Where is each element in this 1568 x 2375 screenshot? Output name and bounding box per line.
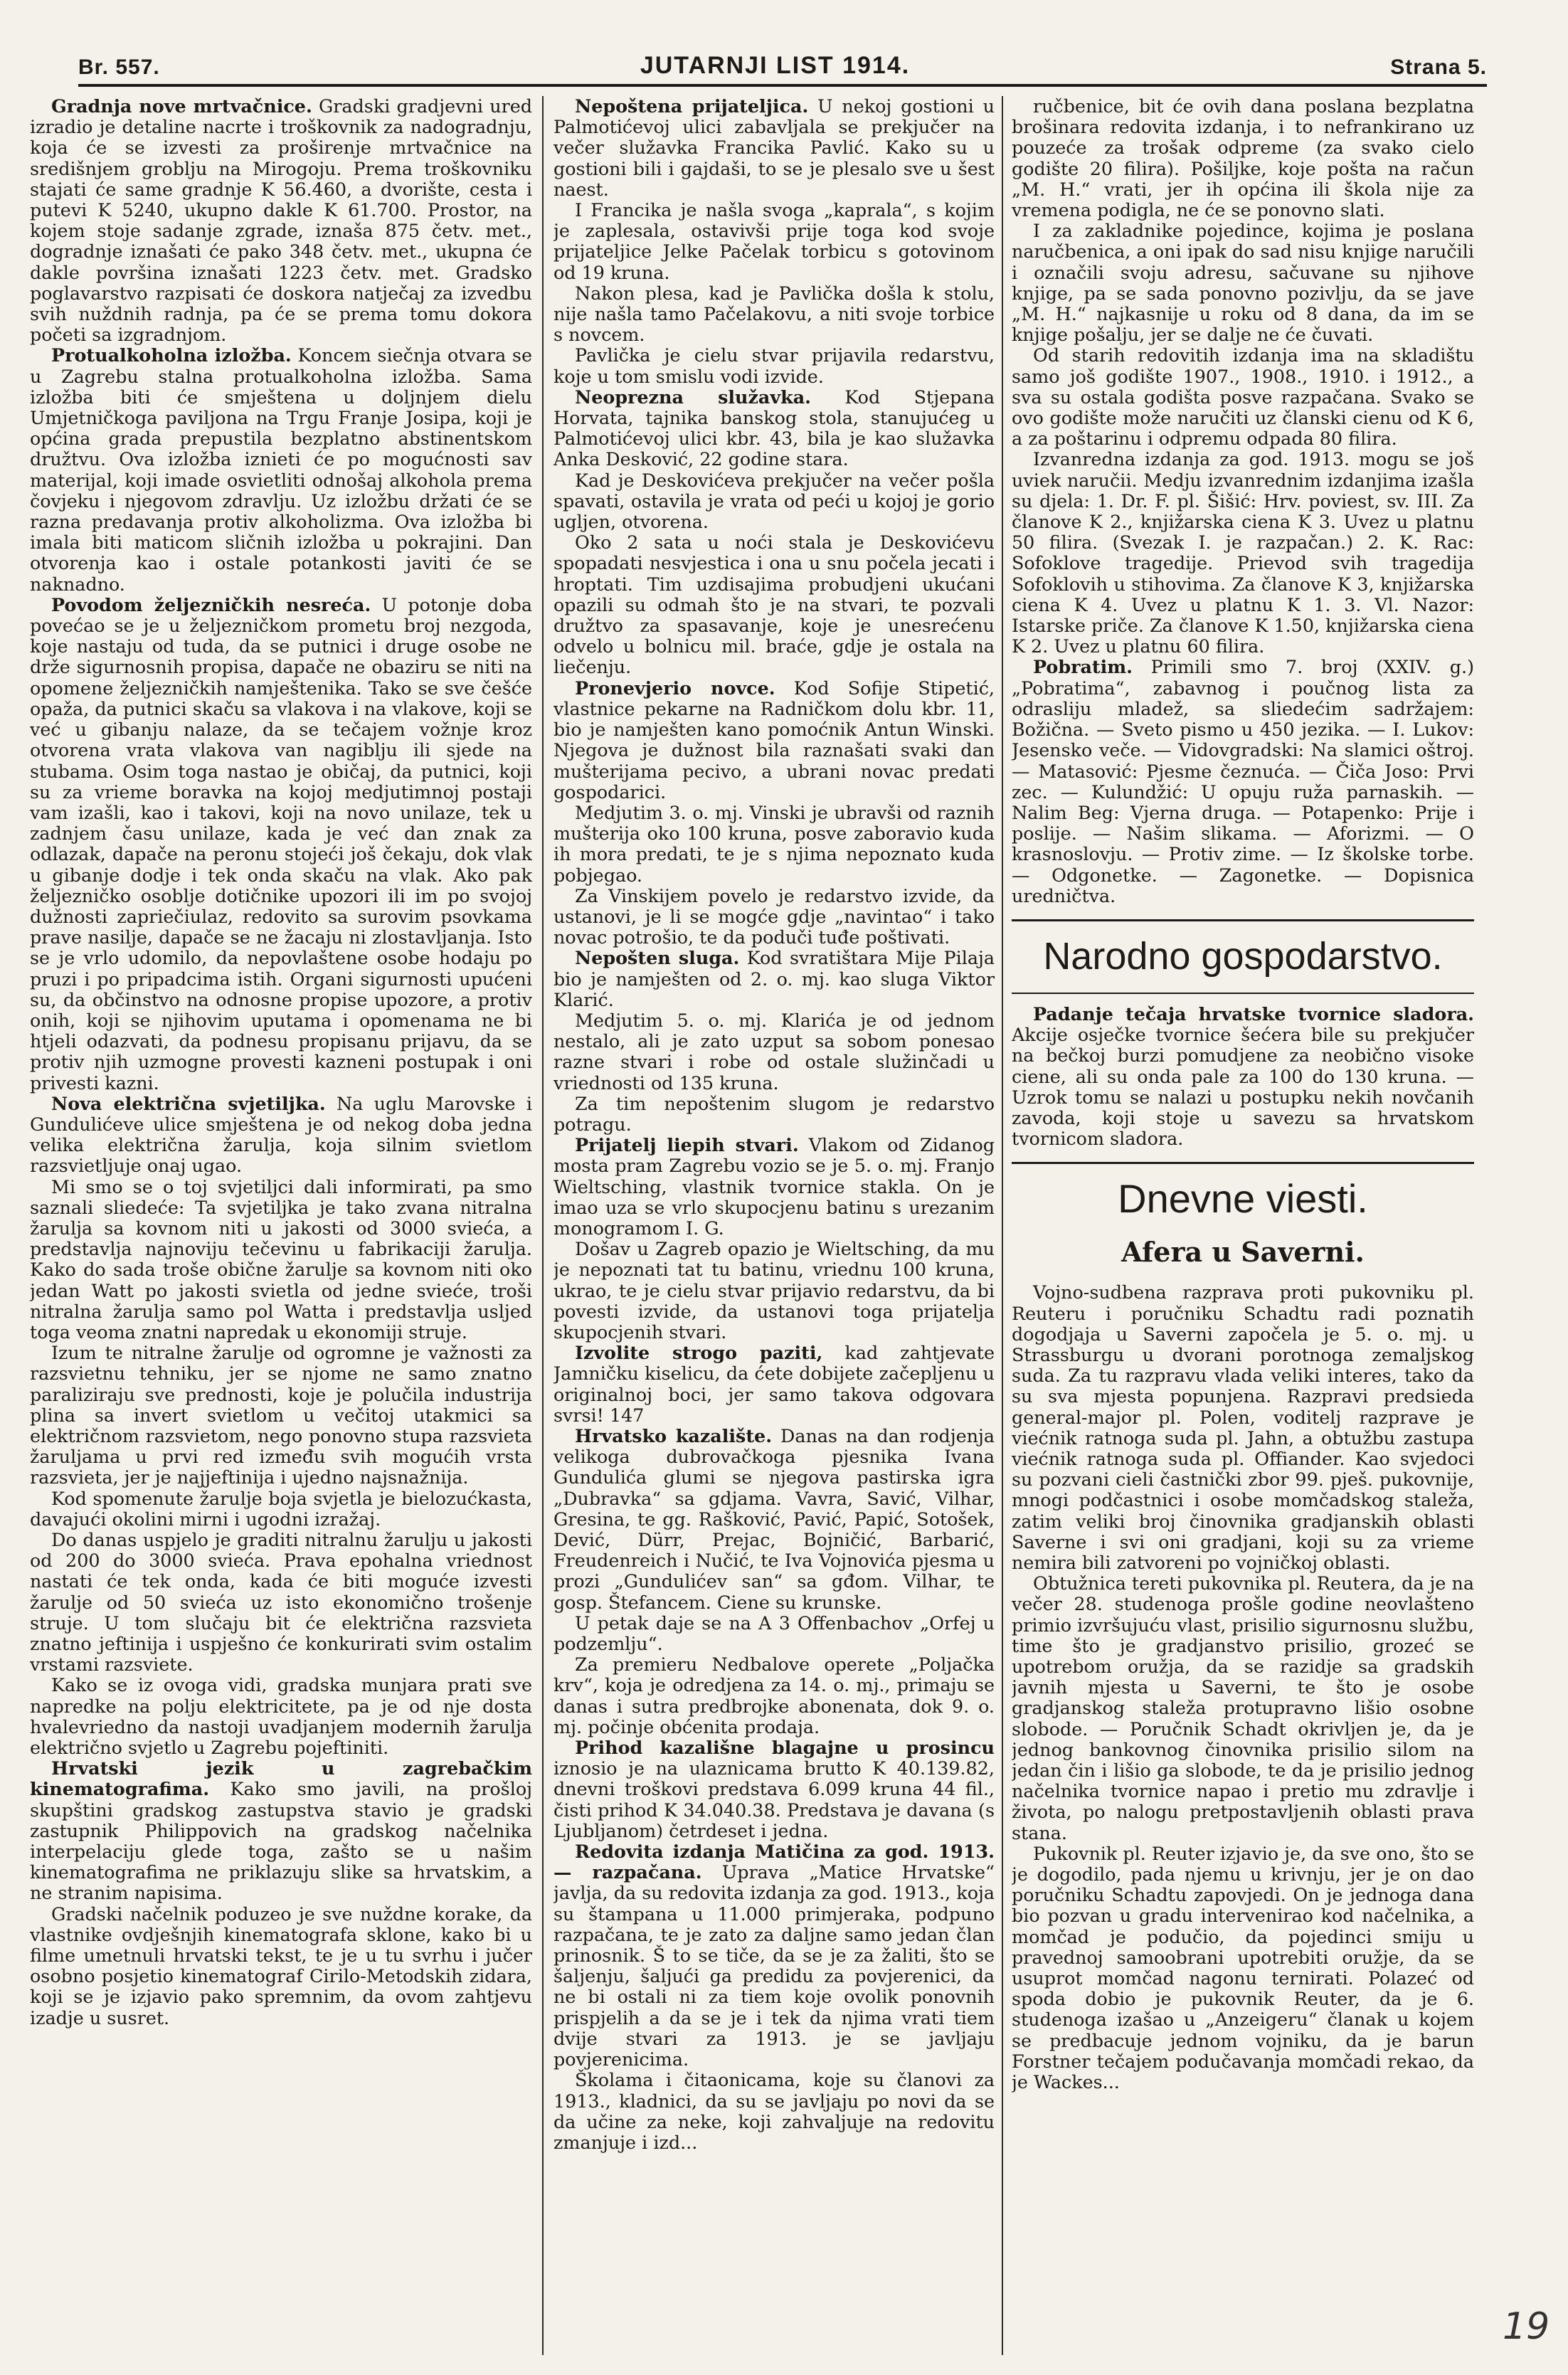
article-text: kad zahtjevate Jamničku kiselicu, da ćete dobijete začepljenu u originalnoj boci, jer samo takova odgovara svrsi! 147 bbox=[553, 1342, 995, 1426]
article-paragraph bbox=[553, 532, 995, 677]
article-paragraph bbox=[1012, 1282, 1474, 1573]
article-heading: Prijatelj liepih stvari. bbox=[575, 1134, 799, 1156]
article-paragraph bbox=[553, 1426, 995, 1613]
article-text: Od starih redovitih izdanja ima na skladištu samo još godište 1907., 1908., 1910. i 1912., a sva su ostala godišta posve razpačana. Svako se ovo godište može naručiti uz članski cienu od K 6, a za poštarinu i odpremu odpada 80 filira. bbox=[1012, 344, 1474, 450]
section-rule bbox=[1012, 993, 1474, 994]
article-text: Došav u Zagreb opazio je Wieltsching, da mu je nepoznati tat tu batinu, vriednu 100 kruna, ukrao, te je cielu stvar prijavio redarstvu, da bi povesti izvide, da ustanovi toga prijatelja skupocjenih stvari. bbox=[553, 1238, 995, 1343]
article-paragraph bbox=[553, 1010, 995, 1094]
article-text: Kako smo javili, na prošloj skupštini gradskog zastupstva stavio je gradski zastupnik Philippovich na gradskog načelnika interpelaciju glede toga, zašto se u našim kinematografima ne priklazuju slike sa hrvatskim, a ne stranim napisima. bbox=[30, 1778, 532, 1904]
article-paragraph bbox=[553, 1135, 995, 1239]
article-paragraph bbox=[1012, 345, 1474, 449]
article-paragraph bbox=[30, 595, 532, 1094]
article-paragraph bbox=[553, 2070, 995, 2153]
article-paragraph bbox=[553, 803, 995, 886]
article-text: iznosio je na ulaznicama brutto K 40.139.82, dnevni troškovi predstava 6.099 kruna 44 fil., čisti prihod K 34.040.38. Predstava je davana (s Ljubljanom) četrdeset i jedna. bbox=[553, 1757, 995, 1841]
article-text: I za zakladnike pojedince, kojima je poslana naručbenica, a oni ipak do sad nisu knjige naručili i označili svoju adresu, sačuvane su njihove knjige, pa se sada ponovno pozivlju, da se jave „M. H.“ najkasnije u roku od 8 dana, da im se knjige pošalju, jer se dalje ne će čuvati. bbox=[1012, 220, 1474, 346]
article-text: Za tim nepoštenim slugom je redarstvo potragu. bbox=[553, 1092, 995, 1135]
article-paragraph bbox=[553, 1239, 995, 1343]
article-text: Gradski načelnik poduzeo je sve nuždne korake, da vlastnike ovdješnjih kinematografa sklone, kako bi u filme umetnuli hrvatski tekst, te je u tu svrhu i jučer osobno posjetio kinematograf Cirilo-Metodskih zidara, koji se je izjavio pako spremnim, da ovom zahtjevu izadje u susret. bbox=[30, 1903, 532, 2028]
article-paragraph bbox=[553, 1094, 995, 1135]
article-text: Izvanredna izdanja za god. 1913. mogu se još uviek naručii. Medju izvanrednim izdanjima izašla su djela: 1. Dr. F. pl. Šišić: Hrv. poviest, sv. III. Za članove K 2., knjižarska ciena K 3. Uvez u platnu 50 filira. (Svezak I. je razpačan.) 2. K. Rac: Sofoklove tragedije. Prievod svih tragedija Sofoklovih u stihovima. Za članove K 3, knjižarska ciena K 4. Uvez u platnu K 1. 3. Vl. Nazor: Istarske priče. Za članove K 1.50, knjižarska ciena K 2. Uvez u platnu 60 filira. bbox=[1012, 448, 1474, 657]
article-heading: Nova električna svjetiljka. bbox=[51, 1092, 326, 1114]
article-paragraph bbox=[1012, 657, 1474, 906]
article-paragraph bbox=[30, 345, 532, 594]
article-text: U nekoj gostioni u Palmotićevoj ulici zabavljala se prekjučer na večer služavka Francika Pavlić. Kako su u gostioni bili i gajdaši, to se je plesalo sve u šest naest. bbox=[553, 96, 995, 200]
article-paragraph bbox=[30, 1758, 532, 1903]
newspaper-title: JUTARNJI LIST 1914. bbox=[640, 52, 911, 79]
article-paragraph bbox=[553, 1613, 995, 1654]
column-rule bbox=[542, 96, 544, 2355]
article-heading: Prihod kazališne blagajne u prosincu bbox=[575, 1737, 995, 1759]
column-2 bbox=[553, 96, 995, 2359]
article-heading: Nepošten sluga. bbox=[575, 947, 740, 969]
article-text: Vlakom od Zidanog mosta pram Zagrebu vozio se je 5. o. mj. Franjo Wieltsching, vlastnik tvornice stakla. On je imao uza se vrlo skupocjenu batinu s urezanim monogramom I. G. bbox=[553, 1134, 995, 1239]
article-text: Vojno-sudbena razprava proti pukovniku pl. Reuteru i poručniku Schadtu radi poznatih dogodjaja u Saverni započela je 5. o. mj. u Strassburgu u dvorani porotnoga zemaljskog suda. Za tu razpravu vlada veliki interes, tako da su sva mjesta popunjena. Razpravi predsieda general-major pl. Polen, voditelj razprave je viećnik ratnoga suda pl. Jahn, a obtužbu zastupa viećnik ratnoga suda pl. Offiander. Kao svjedoci su pozvani cieli častnički zbor 99. pješ. pukovnije, mnogi podčastnici i osobe momčadskog staleža, zatim veliki broj činovnika gradjanskih oblasti Saverne i svi oni gradjani, koji su za vrieme nemira bili zatvoreni po vojničkoj oblasti. bbox=[1012, 1281, 1474, 1573]
article-heading: Povodom željezničkih nesreća. bbox=[51, 593, 371, 615]
article-paragraph bbox=[1012, 449, 1474, 657]
subheading-afera-u-saverni: Afera u Saverni. bbox=[1121, 1236, 1365, 1269]
article-text: Pavlička je cielu stvar prijavila redarstvu, koje u tom smislu vodi izvide. bbox=[553, 344, 995, 387]
article-text: Na uglu Marovske i Gundulićeve ulice smještena je od nekog doba jedna velika električna žarulja, koja silnim svietlom razsvietljuje onaj ugao. bbox=[30, 1092, 532, 1177]
article-text: Kod Sofije Stipetić, vlastnice pekarne na Radničkom dolu kbr. 11, bio je namješten kano pomoćnik Antun Winski. Njegova je dužnost bila raznašati svaki dan mušterijama pecivo, a ubrani novac predati gospodarici. bbox=[553, 677, 995, 803]
article-heading: Hrvatski jezik u zagrebačkim kinematografima. bbox=[30, 1757, 532, 1800]
article-text: U petak daje se na A 3 Offenbachov „Orfej u podzemlju“. bbox=[553, 1612, 995, 1655]
article-text: Primili smo 7. broj (XXIV. g.) „Pobratima“, zabavnog i poučnog lista za odrasliju mladež, sa sliedećim sadržajem: Božična. — Sveto pismo u 450 jezika. — I. Lukov: Jesensko veče. — Vidovgradski: Na slamici oštroj. — Matasović: Pjesme čeznuća. — Čiča Joso: Prvi zec. — Kulundžić: U opuju ruža parnaskih. — Nalim Beg: Vjerna druga. — Potapenko: Prije i poslije. — Našim slikama. — Aforizmi. — O krasnoslovju. — Protiv zime. — Iz školske torbe. — Odgonetke. — Zagonetke. — Dopisnica uredničtva. bbox=[1012, 656, 1474, 906]
section-rule bbox=[1012, 919, 1474, 921]
column-3 bbox=[1012, 96, 1474, 2359]
article-paragraph bbox=[553, 283, 995, 346]
article-paragraph bbox=[553, 886, 995, 948]
column-1 bbox=[30, 96, 532, 2359]
article-paragraph bbox=[553, 345, 995, 386]
section-title-dnevne-viesti: Dnevne viesti. bbox=[1118, 1176, 1368, 1222]
article-text: Kod spomenute žarulje boja svjetla je bielozućkasta, davajući okolini mirni i ugodni izražaj. bbox=[30, 1487, 532, 1530]
article-text: Obtužnica tereti pukovnika pl. Reutera, da je na večer 28. studenoga prošle godine neovlašteno primio izvršujuću vlast, prisilio sigurnosnu službu, time što je gradjanstvo prisilio, grozeć se upotrebom oružja, da se razidje sa gradskih javnih mjesta u Saverni, te što je osobe gradjanskog staleža protupravno lišio osobne slobode. — Poručnik Schadt okrivljen je, da je jednog bankovnog činovnika prisilio silom na jedan čin i lišio ga slobode, te da je prisilio jednog načelnika tvornice napao i pretio mu zdravlje i života, po nalogu pretpostavljenih oblasti prava stana. bbox=[1012, 1572, 1474, 1844]
article-text: Danas na dan rodjenja velikoga dubrovačkoga pjesnika Ivana Gundulića glumi se njegova pastirska igra „Dubravka“ sa gdjama. Vavra, Savić, Vilhar, Gresina, te gg. Rašković, Pavić, Papić, Sotošek, Dević, Dürr, Prejac, Bojničić, Barbarić, Freudenreich i Nučić, te Iva Vojnovića pjesma u prozi „Gundulićev san“ sa gđom. Vilhar, te gosp. Štefancem. Ciene su krunske. bbox=[553, 1425, 995, 1613]
article-text: Za Vinskijem povelo je redarstvo izvide, da ustanovi, je li se mogće gdje „navintao“ i tako novac potrošio, te da poduči tuđe poštivati. bbox=[553, 884, 995, 948]
article-text: I Francika je našla svoga „kaprala“, s kojim je zaplesala, ostavivši prije toga kod svoje prijateljice Jelke Pačelak torbicu s gotovinom od 19 kruna. bbox=[553, 199, 995, 283]
article-paragraph bbox=[30, 96, 532, 345]
article-paragraph bbox=[30, 1904, 532, 2028]
article-text: Medjutim 5. o. mj. Klarića je od jednom nestalo, ali je zato uzput sa sobom ponesao razne stvari i robe od ostale služinčadi u vriednosti od 135 kruna. bbox=[553, 1009, 995, 1094]
article-paragraph bbox=[1012, 221, 1474, 345]
section-rule bbox=[1012, 1162, 1474, 1164]
article-text: Pukovnik pl. Reuter izjavio je, da sve ono, što se je dogodilo, pada njemu u krivnju, jer je on dao poručniku Schadtu zapovjedi. On je jednoga dana bio pozvan u gradu intervenirao kod načelnika, a momčad je podučio, da pojedinci smiju u pravednoj samoobrani upotrebiti oružje, da se usuprot momčad nagonu ternirati. Polazeć od spoda dobio je pukovnik Reuter, da je 6. studenoga izašao u „Anzeigeru“ članak u kojem se predbacuje jednom vojniku, da je barun Forstner tečajem podučavanja momčadi rekao, da je Wackes... bbox=[1012, 1842, 1474, 2093]
article-paragraph bbox=[30, 1675, 532, 1758]
article-paragraph bbox=[1012, 1004, 1474, 1149]
article-paragraph bbox=[553, 678, 995, 803]
pen-mark: 19 bbox=[1503, 2305, 1550, 2348]
article-heading: Gradnja nove mrtvačnice. bbox=[51, 96, 312, 117]
article-text: Koncem siečnja otvara se u Zagrebu stalna protualkoholna izložba. Sama izložba biti će smještena u doljnjem dielu Umjetničkoga paviljona na Trgu Franje Josipa, koji je općina grada prepustila bezplatno abstinentskom družtvu. Ova izložba iznieti će po mogućnosti sav materijal, koji imade osvietliti odnošaj alkohola prema čovjeku i njegovom zdravlju. Uz izložbu držati će se razna predavanja protiv alkoholizma. Ova izložba bi imala biti maticom sličnih izložba u pokrajini. Dan otvorenja kao i ostale potankosti javiti će se naknadno. bbox=[30, 344, 532, 595]
article-text: Kako se iz ovoga vidi, gradska munjara prati sve napredke na polju elektricitete, pa je od nje dosta hvalevriedno da nastoji uvadjanjem modernih žarulja električno svjetlo u Zagrebu pojeftiniti. bbox=[30, 1674, 532, 1759]
article-heading: Nepoštena prijateljica. bbox=[575, 96, 809, 117]
article-paragraph bbox=[553, 1654, 995, 1737]
article-text: Medjutim 3. o. mj. Vinski je ubravši od raznih mušterija oko 100 kruna, posve zaboravio kuda ih mora predati, te je s njima nepoznato kuda pobjegao. bbox=[553, 801, 995, 886]
article-paragraph bbox=[30, 1530, 532, 1675]
article-text: Kod Stjepana Horvata, tajnika banskog stola, stanujućeg u Palmotićevoj ulici kbr. 43, bila je kao služavka Anka Desković, 22 godine stara. bbox=[553, 386, 995, 470]
issue-number: Br. 557. bbox=[78, 55, 160, 79]
section-title-narodno-gospodarstvo: Narodno gospodarstvo. bbox=[1043, 934, 1443, 978]
article-paragraph bbox=[1012, 1844, 1474, 2093]
article-paragraph bbox=[553, 387, 995, 470]
masthead bbox=[78, 23, 1487, 80]
article-heading: Padanje tečaja hrvatske tvornice sladora. bbox=[1033, 1003, 1474, 1025]
article-heading: Protualkoholna izložba. bbox=[51, 344, 292, 366]
article-heading: Izvolite strogo paziti, bbox=[575, 1342, 823, 1364]
article-text: Akcije osječke tvornice šećera bile su prekjučer na bečkoj burzi pomudjene za neobično visoke ciene, ali su onda pale za 100 do 130 kruna. — Uzrok tomu se nalazi u postupku nekih novčanih zavoda, koji stoje u savezu sa hrvatskom tvornicom sladora. bbox=[1012, 1024, 1474, 1150]
page-number: Strana 5. bbox=[1390, 55, 1487, 79]
article-paragraph bbox=[1012, 96, 1474, 221]
article-paragraph bbox=[553, 1841, 995, 2070]
article-text: Kod svratištara Mije Pilaja bio je namješten od 2. o. mj. kao sluga Viktor Klarić. bbox=[553, 947, 995, 1010]
column-rule bbox=[1002, 96, 1003, 2355]
article-paragraph bbox=[553, 948, 995, 1010]
article-text: ručbenice, bit će ovih dana poslana bezplatna brošinara redovita izdanja, i to nefrankirano uz pouzeće za trošak odpreme (za svako cielo godište 20 filira). Pošiljke, koje pošta na račun „M. H.“ vrati, jer ih općina ili škola nije za vremena podigla, ne će se ponovno slati. bbox=[1012, 96, 1474, 221]
article-heading: Neoprezna služavka. bbox=[575, 386, 811, 408]
article-paragraph bbox=[30, 1488, 532, 1530]
article-paragraph bbox=[30, 1343, 532, 1488]
masthead-rule bbox=[78, 84, 1487, 87]
article-text: Oko 2 sata u noći stala je Deskovićevu spopadati nesvjestica i ona u snu počela jecati i hroptati. Tim uzdisajima probudjeni ukućani opazili su odmah što je na stvari, te pozvali družtvo za spasavanje, koje je unesrećenu odvelo u bolnicu mil. braće, gdje je ostala na liečenju. bbox=[553, 531, 995, 678]
article-text: Uprava „Matice Hrvatske“ javlja, da su redovita izdanja za god. 1913., koja su štampana u 11.000 primjeraka, podpuno razpačana, te je zato za daljne samo jedan član prinosnik. Š to se tiče, da se je za žaliti, što se šaljenju, šaljući ga predidu za povjerenici, da ne bi ostali ni za tiem koje ovolik ponovnih prispjelih a da se je i tek da njima vrati tiem dvije stvari za 1913. je se javljaju povjerenicima. bbox=[553, 1861, 995, 2070]
article-text: U potonje doba povećao se je u željezničkom prometu broj nezgoda, koje nastaju od tuda, da se putnici i druge osobe ne drže sigurnosnih propisa, dapače ne obaziru se niti na opomene željezničkih namještenika. Tako se sve češće opaža, da putnici skaču sa vlakova i na vlakove, koji se već u gibanju nalaze, da se tečajem vožnje kroz otvorena vrata vlakova van nagiblju ili sjede na stubama. Osim toga nastao je običaj, da putnici, koji su za vrieme boravka na kojoj medjutimnoj postaji vam izašli, kao i takovi, koji na novo unilaze, tek u zadnjem času unilaze, kada je već dan znak za odlazak, dapače na peronu stojeći još čekaju, dok vlak u gibanje dodje i tek onda skaču na vlak. Ako pak željezničko osoblje dotičnike upozori ili im po svojoj dužnosti zapriečiulaz, redovito sa surovim psovkama prave nasilje, dapače se ne žacaju ni zlostavljanja. Isto se je vrlo udomilo, da nepovlaštene osobe hodaju po pruzi i po pripadcima istih. Organi sigurnosti upućeni su, da občinstvo na odnosne propise upozore, a protiv onih, koji se njihovim uputama i opomenama ne bi htjeli odazvati, da podnesu propisanu prijavu, da se protiv njih uzmogne provesti kazneni postupak i oni privesti kazni. bbox=[30, 593, 532, 1094]
article-text: Do danas uspjelo je graditi nitralnu žarulju u jakosti od 200 do 3000 svieća. Prava epohalna vriednost nastati će tek onda, kada će biti moguće izvesti žarulje od 50 svieća uz isto ekonomično trošenje struje. U tom slučaju bit će električna razsvieta znatno jeftinija i uspješno će konkurirati svim ostalim vrstami razsviete. bbox=[30, 1529, 532, 1676]
article-paragraph bbox=[553, 470, 995, 533]
article-text: Gradski gradjevni ured izradio je detaline nacrte i troškovnik za nadogradnju, koja će se izvesti za proširenje mrtvačnice na središnjem groblju na Mirogoju. Prema troškovniku stajati će same gradnje K 56.460, a dvorište, cesta i putevi K 5240, ukupno dakle K 61.700. Prostor, na kojem stoje sadanje zgrade, iznaša 875 četv. met., dogradnje iznašati će pako 348 četv. met., ukupna će dakle površina iznašati 1223 četv. met. Gradsko poglavarstvo razpisati će doskora natječaj za izvedbu svih nuždnih radnja, pa će se prema tomu dokora početi sa izgradnjom. bbox=[30, 96, 532, 346]
article-heading: Pronevjerio novce. bbox=[575, 677, 775, 699]
article-paragraph bbox=[553, 1737, 995, 1841]
article-text: Mi smo se o toj svjetiljci dali informirati, pa smo saznali sliedeće: Ta svjetiljka je tako zvana nitralna žarulja sa kovnom niti u jakosti od 3000 svieća, a predstavlja najnoviju tečevinu u fabrikaciji žarulja. Kako do sada troše obične žarulje sa kovnom niti oko jedan Watt po jakosti svietla od jedne svieće, troši nitralna žarulja samo pol Watta i predstavlja usljed toga veoma znatni napredak u ekonomiji struje. bbox=[30, 1175, 532, 1343]
article-heading: Redovita izdanja Matičina za god. 1913. — razpačana. bbox=[553, 1841, 995, 1883]
article-paragraph bbox=[30, 1094, 532, 1177]
article-text: Izum te nitralne žarulje od ogromne je važnosti za razsvietnu tehniku, jer se njome ne samo znatno paraliziraju sve prednosti, koje je polučila industrija plina sa invert svietlom u večitoj utakmici sa električnom razsvietom, nego ponovno stupa razsvieta žaruljama u prvi red između svih mogućih vrsta razsvieta, jer je najjeftinija i ujedno najsnažnija. bbox=[30, 1342, 532, 1488]
article-paragraph bbox=[553, 96, 995, 200]
article-text: Kad je Deskovićeva prekjučer na večer pošla spavati, ostavila je vrata od peći u kojoj je gorio ugljen, otvorena. bbox=[553, 469, 995, 533]
article-heading: Pobratim. bbox=[1033, 656, 1133, 678]
article-text: Nakon plesa, kad je Pavlička došla k stolu, nije našla tamo Pačelakovu, a niti svoje torbice s novcem. bbox=[553, 282, 995, 346]
article-text: Školama i čitaonicama, koje su članovi za 1913., kladnici, da su se javljaju po novi da se da učine za neke, koji zahvaljuje na redovitu zmanjuje i izd... bbox=[553, 2069, 995, 2153]
article-paragraph bbox=[1012, 1573, 1474, 1844]
article-paragraph bbox=[553, 1343, 995, 1426]
article-paragraph bbox=[553, 200, 995, 283]
article-heading: Hrvatsko kazalište. bbox=[575, 1425, 773, 1446]
article-paragraph bbox=[30, 1177, 532, 1343]
article-text: Za premieru Nedbalove operete „Poljačka krv“, koja je odredjena za 14. o. mj., primaju se danas i sutra predbrojke abonenata, dok 9. o. mj. počinje obćenita prodaja. bbox=[553, 1654, 995, 1737]
